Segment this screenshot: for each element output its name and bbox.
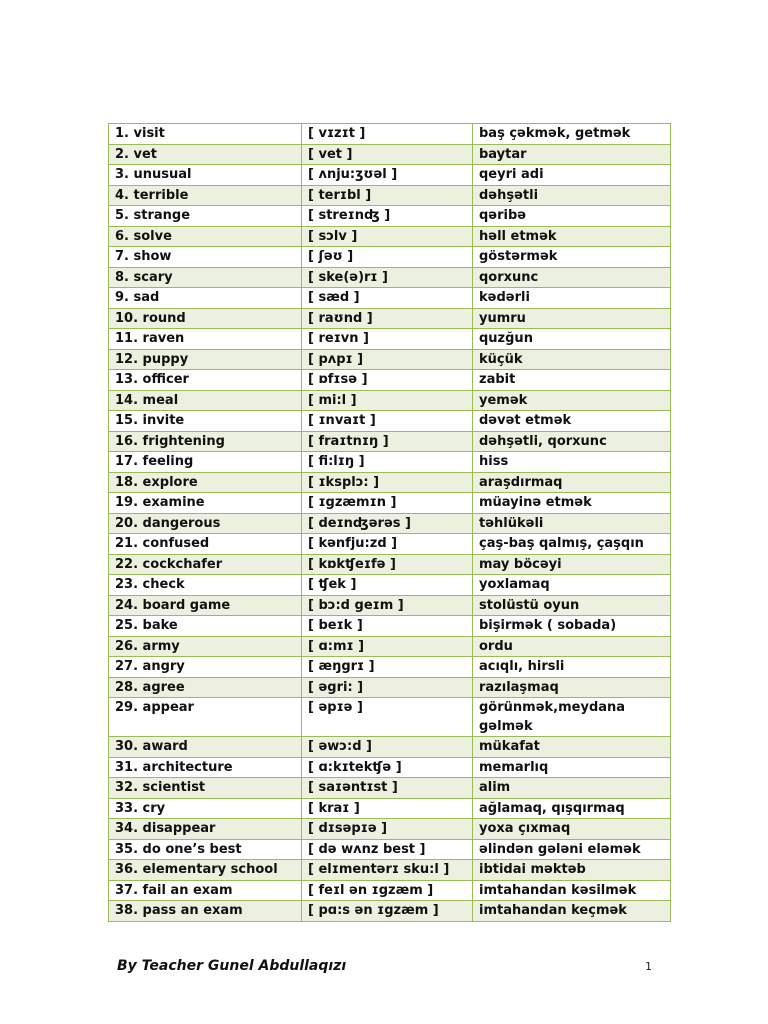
translation-cell: yoxa çıxmaq	[473, 819, 671, 840]
term-cell: 24. board game	[109, 595, 302, 616]
translation-cell: ibtidai məktəb	[473, 860, 671, 881]
translation-cell: ordu	[473, 636, 671, 657]
term-cell: 36. elementary school	[109, 860, 302, 881]
term-cell: 32. scientist	[109, 778, 302, 799]
ipa-cell: [ fi:lɪŋ ]	[302, 452, 473, 473]
ipa-cell: [ terɪbl ]	[302, 185, 473, 206]
term-cell: 20. dangerous	[109, 513, 302, 534]
translation-cell: imtahandan keçmək	[473, 901, 671, 922]
table-row	[109, 839, 671, 860]
ipa-cell: [ ɪksplɔ: ]	[302, 472, 473, 493]
table-row	[109, 124, 671, 145]
table-row	[109, 308, 671, 329]
translation-cell: baş çəkmək, getmək	[473, 124, 671, 145]
term-cell: 30. award	[109, 737, 302, 758]
ipa-cell: [ ɑ:kɪtekʧə ]	[302, 757, 473, 778]
ipa-cell: [ ske(ə)rɪ ]	[302, 267, 473, 288]
translation-cell: əlindən gələni eləmək	[473, 839, 671, 860]
table-row	[109, 144, 671, 165]
ipa-cell: [ bɔ:d geɪm ]	[302, 595, 473, 616]
translation-cell: küçük	[473, 349, 671, 370]
term-cell: 22. cockchafer	[109, 554, 302, 575]
translation-cell: müayinə etmək	[473, 493, 671, 514]
ipa-cell: [ ɒfɪsə ]	[302, 370, 473, 391]
ipa-cell: [ mi:l ]	[302, 390, 473, 411]
term-cell: 34. disappear	[109, 819, 302, 840]
ipa-cell: [ kənfju:zd ]	[302, 534, 473, 555]
term-cell: 26. army	[109, 636, 302, 657]
table-row	[109, 390, 671, 411]
ipa-cell: [ ɑ:mɪ ]	[302, 636, 473, 657]
translation-cell: qəribə	[473, 206, 671, 227]
term-cell: 4. terrible	[109, 185, 302, 206]
translation-cell: razılaşmaq	[473, 677, 671, 698]
term-cell: 33. cry	[109, 798, 302, 819]
table-row	[109, 757, 671, 778]
table-row	[109, 901, 671, 922]
table-row	[109, 329, 671, 350]
table-row	[109, 698, 671, 737]
table-row	[109, 165, 671, 186]
table-row	[109, 513, 671, 534]
term-cell: 18. explore	[109, 472, 302, 493]
table-row	[109, 575, 671, 596]
table-row	[109, 819, 671, 840]
term-cell: 15. invite	[109, 411, 302, 432]
translation-cell: zabit	[473, 370, 671, 391]
ipa-cell: [ ɪnvaɪt ]	[302, 411, 473, 432]
ipa-cell: [ vet ]	[302, 144, 473, 165]
table-row	[109, 616, 671, 637]
term-cell: 38. pass an exam	[109, 901, 302, 922]
term-cell: 29. appear	[109, 698, 302, 737]
table-row	[109, 370, 671, 391]
translation-cell: stolüstü oyun	[473, 595, 671, 616]
term-cell: 3. unusual	[109, 165, 302, 186]
translation-cell: may böcəyi	[473, 554, 671, 575]
term-cell: 14. meal	[109, 390, 302, 411]
ipa-cell: [ əpɪə ]	[302, 698, 473, 737]
term-cell: 21. confused	[109, 534, 302, 555]
table-row	[109, 860, 671, 881]
table-row	[109, 534, 671, 555]
term-cell: 16. frightening	[109, 431, 302, 452]
term-cell: 10. round	[109, 308, 302, 329]
ipa-cell: [ əgri: ]	[302, 677, 473, 698]
translation-cell: alim	[473, 778, 671, 799]
term-cell: 31. architecture	[109, 757, 302, 778]
translation-cell: qorxunc	[473, 267, 671, 288]
translation-cell: imtahandan kəsilmək	[473, 880, 671, 901]
ipa-cell: [ dɪsəpɪə ]	[302, 819, 473, 840]
term-cell: 1. visit	[109, 124, 302, 145]
term-cell: 9. sad	[109, 288, 302, 309]
table-row	[109, 595, 671, 616]
translation-cell: mükafat	[473, 737, 671, 758]
ipa-cell: [ saɪəntɪst ]	[302, 778, 473, 799]
ipa-cell: [ əwɔ:d ]	[302, 737, 473, 758]
ipa-cell: [ æŋgrɪ ]	[302, 657, 473, 678]
ipa-cell: [ fraɪtnɪŋ ]	[302, 431, 473, 452]
ipa-cell: [ sæd ]	[302, 288, 473, 309]
ipa-cell: [ ʌnju:ʒʊəl ]	[302, 165, 473, 186]
term-cell: 6. solve	[109, 226, 302, 247]
ipa-cell: [ kraɪ ]	[302, 798, 473, 819]
translation-cell: çaş-baş qalmış, çaşqın	[473, 534, 671, 555]
translation-cell: göstərmək	[473, 247, 671, 268]
vocabulary-table	[108, 123, 671, 922]
term-cell: 23. check	[109, 575, 302, 596]
term-cell: 37. fail an exam	[109, 880, 302, 901]
translation-cell: ağlamaq, qışqırmaq	[473, 798, 671, 819]
ipa-cell: [ ʧek ]	[302, 575, 473, 596]
table-row	[109, 880, 671, 901]
ipa-cell: [ pʌpɪ ]	[302, 349, 473, 370]
term-cell: 11. raven	[109, 329, 302, 350]
ipa-cell: [ raʊnd ]	[302, 308, 473, 329]
table-row	[109, 349, 671, 370]
ipa-cell: [ ɪgzæmɪn ]	[302, 493, 473, 514]
translation-cell: baytar	[473, 144, 671, 165]
ipa-cell: [ pɑ:s ən ɪgzæm ]	[302, 901, 473, 922]
translation-cell: qeyri adi	[473, 165, 671, 186]
term-cell: 17. feeling	[109, 452, 302, 473]
ipa-cell: [ vɪzɪt ]	[302, 124, 473, 145]
translation-cell: memarlıq	[473, 757, 671, 778]
page-number: 1	[645, 960, 652, 973]
term-cell: 12. puppy	[109, 349, 302, 370]
table-row	[109, 431, 671, 452]
ipa-cell: [ kɒkʧeɪfə ]	[302, 554, 473, 575]
term-cell: 28. agree	[109, 677, 302, 698]
table-row	[109, 677, 671, 698]
table-row	[109, 411, 671, 432]
translation-cell: hiss	[473, 452, 671, 473]
table-row	[109, 267, 671, 288]
term-cell: 5. strange	[109, 206, 302, 227]
table-row	[109, 737, 671, 758]
term-cell: 25. bake	[109, 616, 302, 637]
translation-cell: dəvət etmək	[473, 411, 671, 432]
term-cell: 2. vet	[109, 144, 302, 165]
ipa-cell: [ deɪnʤərəs ]	[302, 513, 473, 534]
ipa-cell: [ də wʌnz best ]	[302, 839, 473, 860]
translation-cell: yoxlamaq	[473, 575, 671, 596]
table-row	[109, 472, 671, 493]
translation-cell: həll etmək	[473, 226, 671, 247]
translation-cell: yemək	[473, 390, 671, 411]
ipa-cell: [ feɪl ən ɪgzæm ]	[302, 880, 473, 901]
vocabulary-table-body	[109, 124, 671, 922]
table-row	[109, 185, 671, 206]
table-row	[109, 493, 671, 514]
translation-cell: dəhşətli	[473, 185, 671, 206]
footer-author: By Teacher Gunel Abdullaqızı	[117, 958, 347, 974]
table-row	[109, 798, 671, 819]
translation-cell: dəhşətli, qorxunc	[473, 431, 671, 452]
table-row	[109, 226, 671, 247]
translation-cell: görünmək,meydana gəlmək	[473, 698, 671, 737]
ipa-cell: [ beɪk ]	[302, 616, 473, 637]
ipa-cell: [ elɪmentərɪ sku:l ]	[302, 860, 473, 881]
ipa-cell: [ streɪnʤ ]	[302, 206, 473, 227]
ipa-cell: [ ʃəʊ ]	[302, 247, 473, 268]
table-row	[109, 636, 671, 657]
table-row	[109, 247, 671, 268]
translation-cell: kədərli	[473, 288, 671, 309]
term-cell: 35. do one’s best	[109, 839, 302, 860]
translation-cell: yumru	[473, 308, 671, 329]
term-cell: 27. angry	[109, 657, 302, 678]
translation-cell: bişirmək ( sobada)	[473, 616, 671, 637]
translation-cell: quzğun	[473, 329, 671, 350]
translation-cell: təhlükəli	[473, 513, 671, 534]
term-cell: 19. examine	[109, 493, 302, 514]
term-cell: 7. show	[109, 247, 302, 268]
table-row	[109, 778, 671, 799]
table-row	[109, 206, 671, 227]
translation-cell: araşdırmaq	[473, 472, 671, 493]
translation-cell: acıqlı, hirsli	[473, 657, 671, 678]
term-cell: 8. scary	[109, 267, 302, 288]
ipa-cell: [ reɪvn ]	[302, 329, 473, 350]
table-row	[109, 657, 671, 678]
table-row	[109, 452, 671, 473]
term-cell: 13. officer	[109, 370, 302, 391]
table-row	[109, 554, 671, 575]
ipa-cell: [ sɔlv ]	[302, 226, 473, 247]
table-row	[109, 288, 671, 309]
